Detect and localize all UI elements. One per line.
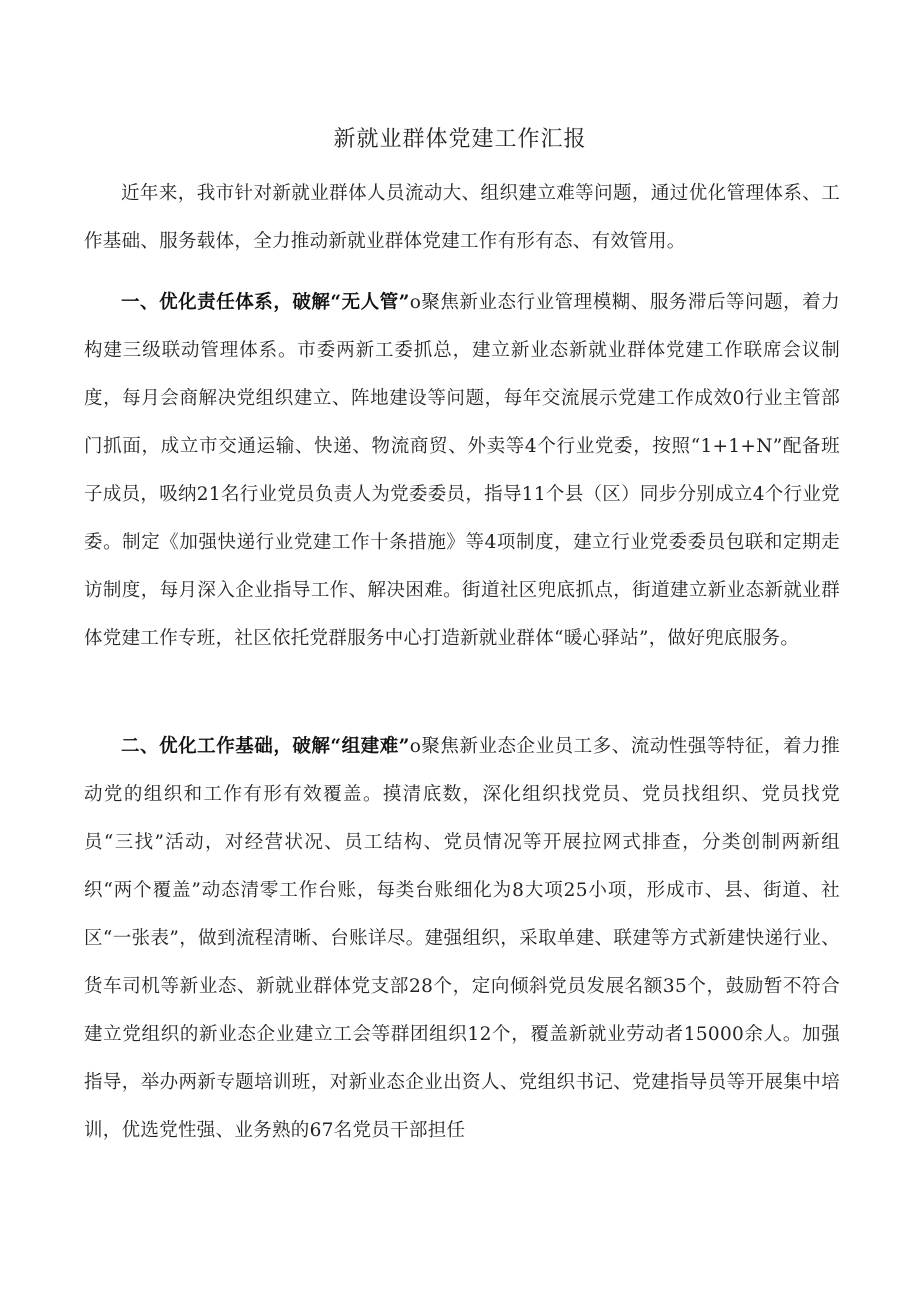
section-body-1: o聚焦新业态行业管理模糊、服务滞后等问题，着力构建三级联动管理体系。市委两新工委抓总，建立新业态新就业群体党建工作联席会议制度，每月会商解决党组织建立、阵地建设等问题，每年交流展示党建工作成效0行业主管部门抓面，成立市交通运输、快递、物流商贸、外卖等4个行业党委，按照“1+1+N”配备班子成员，吸纳21名行业党员负责人为党委委员，指导11个县（区）同步分别成立4个行业党委。制定《加强快递行业党建工作十条措施》等4项制度，建立行业党委委员包联和定期走访制度，每月深入企业指导工作、解决困难。街道社区兜底抓点，街道建立新业态新就业群体党建工作专班，社区依托党群服务中心打造新就业群体“暖心驿站”，做好兜底服务。 bbox=[84, 292, 840, 649]
intro-paragraph: 近年来，我市针对新就业群体人员流动大、组织建立难等问题，通过优化管理体系、工作基础、服务载体，全力推动新就业群体党建工作有形有态、有效管用。 bbox=[84, 183, 840, 252]
section-paragraph-1 bbox=[84, 279, 840, 663]
section-body-2: o聚焦新业态企业员工多、流动性强等特征，着力推动党的组织和工作有形有效覆盖。摸清底数，深化组织找党员、党员找组织、党员找党员“三找”活动，对经营状况、员工结构、党员情况等开展拉网式排查，分类创制两新组织“两个覆盖”动态清零工作台账，每类台账细化为8大项25小项，形成市、县、街道、社区“一张表”，做到流程清晰、台账详尽。建强组织，采取单建、联建等方式新建快递行业、货车司机等新业态、新就业群体党支部28个，定向倾斜党员发展名额35个，鼓励暂不符合建立党组织的新业态企业建立工会等群团组织12个，覆盖新就业劳动者15000余人。加强指导，举办两新专题培训班，对新业态企业出资人、党组织书记、党建指导员等开展集中培训，优选党性强、业务熟的67名党员干部担任 bbox=[84, 736, 840, 1141]
section-heading-2: 二、优化工作基础，破解“组建难” bbox=[121, 736, 410, 757]
section-heading-1: 一、优化责任体系，破解“无人管” bbox=[121, 292, 410, 313]
section-paragraph-2 bbox=[84, 723, 840, 1155]
document-title: 新就业群体党建工作汇报 bbox=[333, 127, 587, 152]
